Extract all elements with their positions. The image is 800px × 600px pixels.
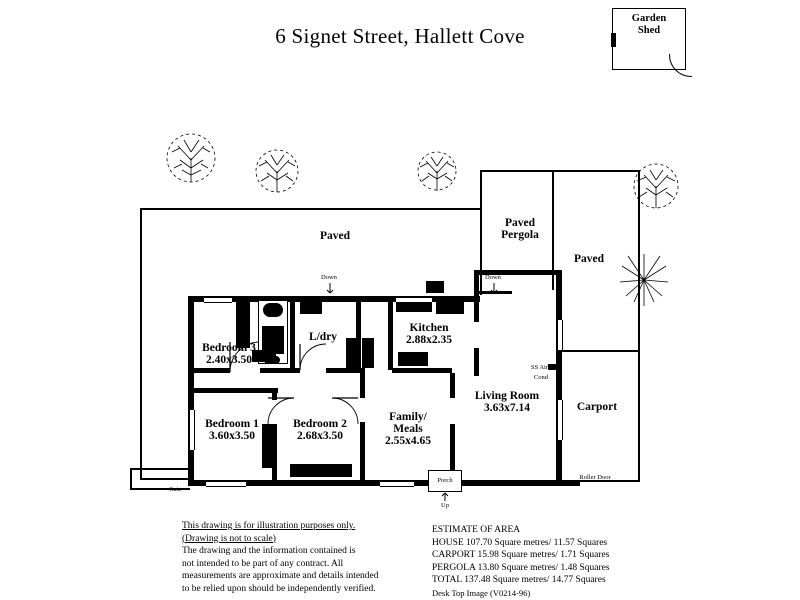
label-laundry	[300, 330, 346, 343]
window-icon	[396, 297, 432, 303]
basin-icon	[263, 303, 283, 317]
garden-shed-door-icon	[611, 33, 616, 47]
disclaimer-block	[182, 520, 407, 595]
down-arrow-icon	[325, 282, 335, 294]
label-roller-door: Roller Door	[579, 474, 611, 481]
garden-shed-corner-arc-icon	[669, 54, 692, 77]
label-bedroom-3	[190, 342, 268, 366]
estimate-block	[432, 524, 692, 587]
window-icon	[380, 481, 414, 487]
disclaimer-line-2: (Drawing is not to scale)	[182, 533, 276, 544]
aircon-label-2: Cond	[533, 374, 548, 381]
tree-icon	[250, 146, 304, 200]
estimate-row: PERGOLA 13.80 Square metres/ 1.48 Squares	[432, 562, 610, 573]
living-room-dim: 3.63x7.14	[484, 402, 530, 414]
label-family-meals	[366, 411, 450, 447]
gate-line	[130, 468, 190, 470]
carport-outline-top	[560, 350, 640, 352]
carport-outline-right	[638, 350, 640, 482]
internal-wall-1	[290, 296, 295, 372]
porch-label: Porch	[437, 477, 453, 484]
internal-wall-9	[188, 388, 278, 393]
paved-right-text: Paved	[573, 253, 605, 265]
boundary-line-left	[140, 208, 142, 480]
bedroom-2-name: Bedroom 2	[293, 418, 347, 430]
gate-label: Gate	[168, 486, 182, 493]
kitchen-dim: 2.88x2.35	[406, 334, 452, 346]
cbd-bed3-label: Cbd	[258, 354, 270, 361]
label-carport	[556, 400, 638, 413]
internal-wall-6	[450, 373, 455, 485]
family-meals-name-2: Meals	[393, 423, 423, 435]
garden-shed-label	[618, 13, 680, 37]
paved-top-text: Paved	[319, 230, 351, 242]
pergola-outline-right	[638, 170, 640, 350]
bedroom-3-name: Bedroom 3	[202, 342, 256, 354]
gate-line-3	[130, 468, 132, 490]
label-paved-top	[290, 229, 380, 242]
house-wall-right-upper	[556, 270, 562, 300]
paved-pergola-line2: Pergola	[501, 229, 539, 241]
estimate-row: TOTAL 137.48 Square metres/ 14.77 Squares	[432, 575, 606, 585]
laundry-name: L/dry	[308, 331, 338, 343]
carport-text: Carport	[576, 401, 618, 413]
breakfast-bar-label: B/bar	[405, 357, 421, 364]
step-line	[478, 291, 512, 294]
label-bedroom-1	[194, 418, 270, 442]
hot-water-label: hw	[431, 285, 439, 292]
label-living-room	[458, 390, 556, 414]
robe-bed1-label: Robe	[266, 441, 273, 455]
door-gap-6	[472, 322, 481, 348]
living-room-name: Living Room	[474, 390, 540, 402]
tree-icon	[628, 160, 684, 216]
tree-icon	[160, 130, 222, 192]
window-icon	[557, 320, 563, 350]
aircon-label-1: SS Air	[530, 364, 548, 371]
disclaimer-line-3: The drawing and the information contained is	[182, 546, 356, 556]
page-title: 6 Signet Street, Hallett Cove	[275, 24, 525, 48]
robe-bed3-label: Robe	[241, 319, 248, 333]
pantry-label: Pantry	[366, 345, 373, 363]
down-label-right: Down	[485, 274, 501, 281]
label-paved-right	[556, 252, 622, 265]
window-icon	[204, 297, 232, 303]
family-meals-name-1: Family/	[389, 411, 427, 423]
family-meals-dim: 2.55x4.65	[385, 435, 431, 447]
boundary-line-top	[140, 208, 480, 210]
bedroom-2-dim: 2.68x3.50	[297, 430, 343, 442]
disclaimer-line-4: not intended to be part of any contract. All	[182, 558, 344, 569]
label-bedroom-2	[282, 418, 358, 442]
disclaimer-line-6: to be relied upon should be independently verified.	[182, 583, 376, 594]
garden-shed-label-line2: Shed	[637, 25, 661, 36]
label-kitchen	[390, 322, 468, 346]
disclaimer-line-5: measurements are approximate and details intended	[182, 571, 379, 581]
estimate-heading: ESTIMATE OF AREA	[432, 525, 521, 535]
estimate-row: HOUSE 107.70 Square metres/ 11.57 Squares	[432, 537, 608, 548]
garden-shed-label-line1: Garden	[631, 13, 667, 24]
window-icon	[206, 481, 246, 487]
tree-icon	[412, 148, 462, 198]
cbd-ldry-label: Cbd	[350, 348, 357, 360]
disclaimer-line-1: This drawing is for illustration purposes only.	[182, 521, 356, 531]
robe-bed2-label: Robe	[314, 468, 328, 475]
internal-wall-10	[392, 368, 452, 373]
label-paved-pergola	[486, 217, 554, 241]
down-label-left: Down	[321, 274, 337, 281]
palm-icon	[616, 252, 672, 308]
kitchen-name: Kitchen	[409, 322, 449, 334]
bedroom-3-dim: 2.40x3.50	[206, 354, 252, 366]
aircon-icon	[548, 364, 562, 370]
internal-wall-8	[360, 373, 365, 485]
paved-pergola-line1: Paved	[504, 217, 536, 229]
boundary-line-bottom-left	[140, 478, 190, 480]
estimate-row: CARPORT 15.98 Square metres/ 1.71 Squares	[432, 550, 610, 560]
bedroom-1-dim: 3.60x3.50	[209, 430, 255, 442]
up-arrow-icon	[440, 492, 450, 502]
bedroom-1-name: Bedroom 1	[205, 418, 259, 430]
door-swing-icon	[298, 342, 328, 372]
pergola-outline-top	[480, 170, 640, 172]
desktop-image-credit: Desk Top Image (V0214-96)	[432, 588, 531, 598]
kitchen-sink-bowls-icon	[436, 298, 464, 314]
up-label: Up	[441, 502, 449, 509]
laundry-trough-icon	[300, 300, 322, 314]
